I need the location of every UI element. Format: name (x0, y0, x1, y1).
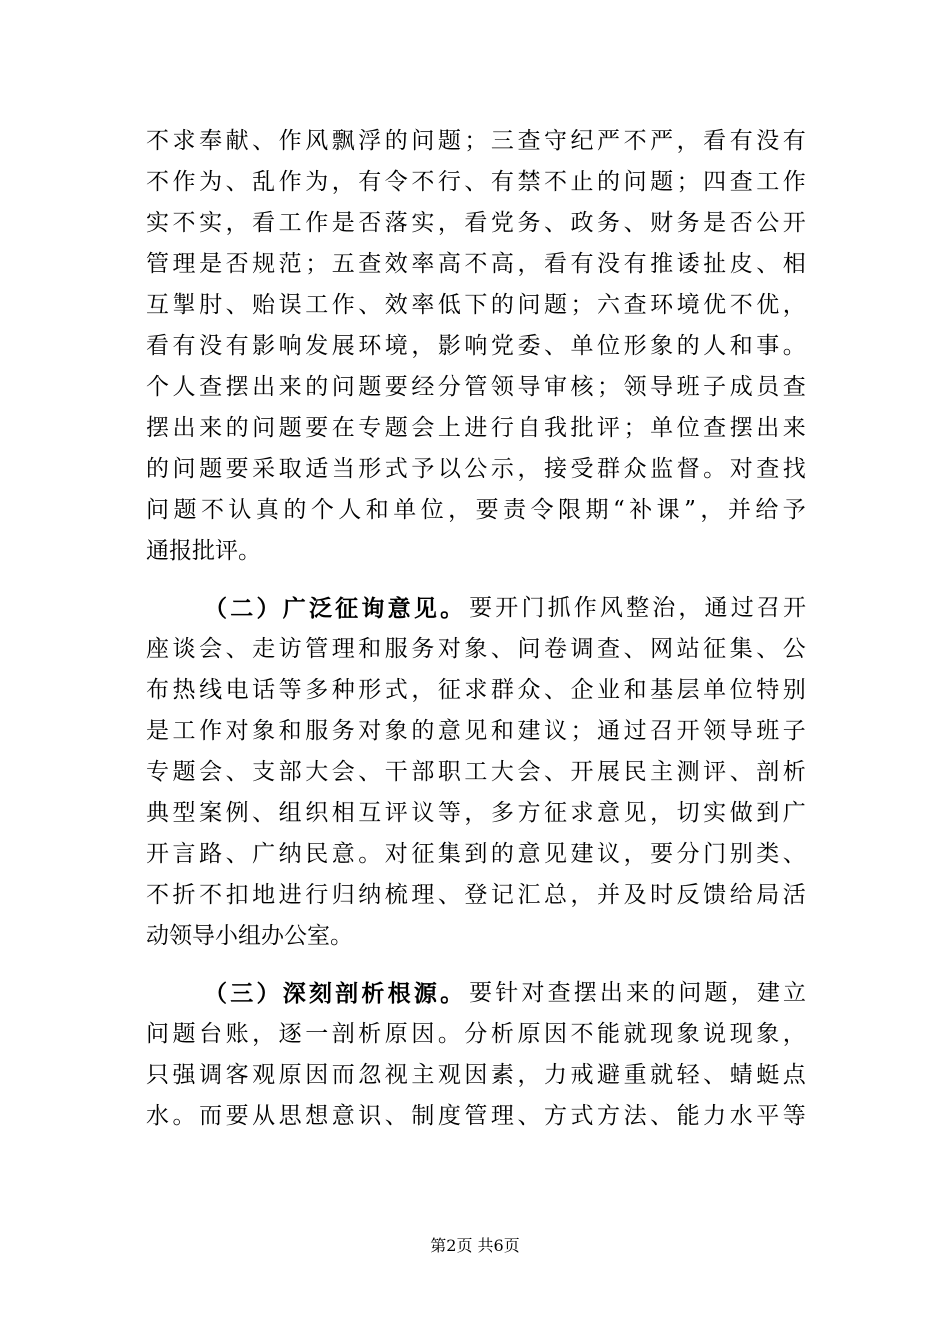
paragraph-2 (146, 588, 806, 957)
text-line: 是 工 作 对 象 和 服 务 对 象 的 意 见 和 建 议 ； 通 过 召 开 领 导 班 子 (146, 718, 806, 744)
text-line: 不 求 奉 献 、 作 风 飘 浮 的 问 题 ； 三 查 守 纪 严 不 严 ， 看 有 没 有 (146, 128, 806, 154)
text-line (146, 588, 806, 629)
text-line: 管 理 是 否 规 范 ； 五 查 效 率 高 不 高 ， 看 有 没 有 推 诿 扯 皮 、 相 (146, 251, 806, 277)
text-line: 的 问 题 要 采 取 适 当 形 式 予 以 公 示 ， 接 受 群 众 监 督 。 对 查 找 (146, 456, 806, 482)
text-line: 问 题 台 账 ， 逐 一 剖 析 原 因 。 分 析 原 因 不 能 就 现 象 说 现 象 ， (146, 1021, 806, 1047)
paragraph-1 (146, 121, 806, 572)
text-line: 水 。 而 要 从 思 想 意 识 、 制 度 管 理 、 方 式 方 法 、 能 力 水 平 等 (146, 1103, 806, 1129)
text-line: 只 强 调 客 观 原 因 而 忽 视 主 观 因 素 ， 力 戒 避 重 就 轻 、 蜻 蜓 点 (146, 1062, 806, 1088)
text-line: 布 热 线 电 话 等 多 种 形 式 ， 征 求 群 众 、 企 业 和 基 层 单 位 特 别 (146, 677, 806, 703)
text-line: 开 言 路 、 广 纳 民 意 。 对 征 集 到 的 意 见 建 议 ， 要 分 门 别 类 、 (146, 841, 806, 867)
text-line: 不 作 为 、 乱 作 为 ， 有 令 不 行 、 有 禁 不 止 的 问 题 ； 四 查 工 作 (146, 169, 806, 195)
text-line: 通报批评。 (146, 538, 261, 564)
page-footer: 第2页 共6页 (430, 1236, 520, 1255)
paragraph-text: 要 针 对 查 摆 出 来 的 问 题 ， 建 立 (469, 980, 806, 1006)
text-line: 问 题 不 认 真 的 个 人 和 单 位 ， 要 责 令 限 期 “ 补 课 ” ， 并 给 予 (146, 497, 806, 523)
text-line (146, 973, 806, 1014)
document-body (146, 121, 806, 1137)
section-heading: （ 二 ） 广 泛 征 询 意 见 。 (204, 595, 464, 622)
text-line: 实 不 实 ， 看 工 作 是 否 落 实 ， 看 党 务 、 政 务 、 财 务 是 否 公 开 (146, 210, 806, 236)
text-line: 座 谈 会 、 走 访 管 理 和 服 务 对 象 、 问 卷 调 查 、 网 站 征 集 、 公 (146, 636, 806, 662)
text-line: 专 题 会 、 支 部 大 会 、 干 部 职 工 大 会 、 开 展 民 主 测 评 、 剖 析 (146, 759, 806, 785)
text-line: 看 有 没 有 影 响 发 展 环 境 ， 影 响 党 委 、 单 位 形 象 的 人 和 事 。 (146, 333, 806, 359)
text-line: 典 型 案 例 、 组 织 相 互 评 议 等 ， 多 方 征 求 意 见 ， 切 实 做 到 广 (146, 800, 806, 826)
paragraph-3 (146, 973, 806, 1137)
text-line: 个 人 查 摆 出 来 的 问 题 要 经 分 管 领 导 审 核 ； 领 导 班 子 成 员 查 (146, 374, 806, 400)
text-line: 不 折 不 扣 地 进 行 归 纳 梳 理 、 登 记 汇 总 ， 并 及 时 反 馈 给 局 活 (146, 882, 806, 908)
text-line: 动领导小组办公室。 (146, 923, 353, 949)
section-heading: （ 三 ） 深 刻 剖 析 根 源 。 (204, 980, 464, 1007)
paragraph-text: 要 开 门 抓 作 风 整 治 ， 通 过 召 开 (469, 595, 806, 621)
text-line: 摆 出 来 的 问 题 要 在 专 题 会 上 进 行 自 我 批 评 ； 单 位 查 摆 出 来 (146, 415, 806, 441)
text-line: 互 掣 肘 、 贻 误 工 作 、 效 率 低 下 的 问 题 ； 六 查 环 境 优 不 优 ， (146, 292, 806, 318)
